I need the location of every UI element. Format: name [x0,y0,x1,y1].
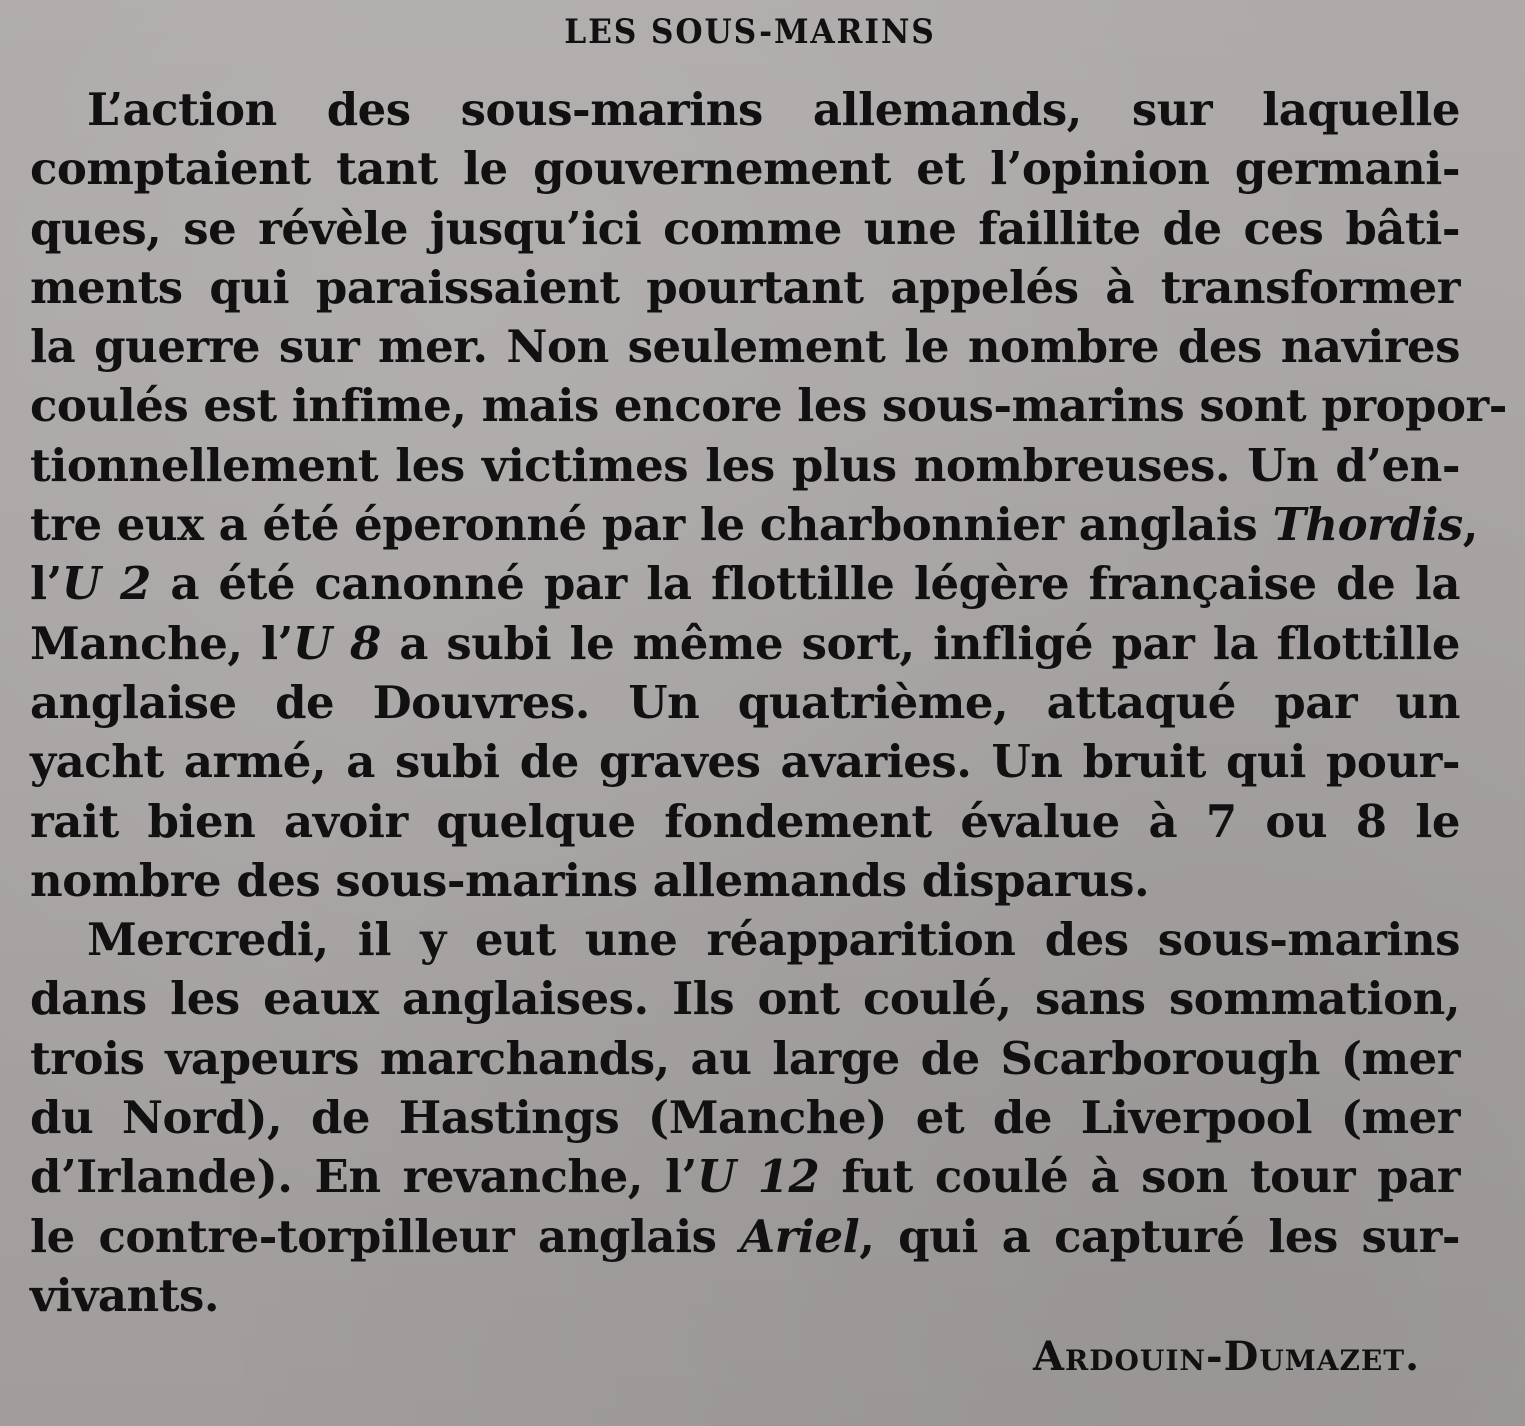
text-line: tre eux a été éperonné par le charbonnier anglais Thordis, [30,498,1478,552]
paragraph-2 [30,910,1460,1325]
text-line: du Nord), de Hastings (Manche) et de Liverpool (mer [30,1091,1460,1145]
text-line: coulés est infime, mais encore les sous-marins sont propor- [30,379,1507,433]
text-line: nombre des sous-marins allemands disparus. [30,853,1150,907]
running-head: LES SOUS-MARINS [564,12,936,52]
text-line: dans les eaux anglaises. Ils ont coulé, sans sommation, [30,972,1460,1026]
article-body [30,80,1507,1325]
text-line: l’U 2 a été canonné par la flottille légère française de la [30,557,1460,611]
text-line: vivants. [30,1268,220,1322]
text-line: Mercredi, il y eut une réapparition des sous-marins [87,913,1460,967]
text-line: ques, se révèle jusqu’ici comme une faillite de ces bâti- [30,201,1460,255]
text-line: Manche, l’U 8 a subi le même sort, infligé par la flottille [30,616,1460,670]
text-line: le contre-torpilleur anglais Ariel, qui a capturé les sur- [30,1209,1460,1263]
text-line: tionnellement les victimes les plus nombreuses. Un d’en- [30,438,1460,492]
text-line: ments qui paraissaient pourtant appelés à transformer [30,260,1460,314]
text-line: yacht armé, a subi de graves avaries. Un bruit qui pour- [30,735,1460,789]
text-line: anglaise de Douvres. Un quatrième, attaqué par un [30,675,1460,729]
italic-term: Ariel [740,1209,860,1263]
text-line: la guerre sur mer. Non seulement le nombre des navires [30,320,1460,374]
author-signature: Ardouin-Dumazet. [1032,1333,1420,1380]
paragraph-1 [30,80,1507,910]
text-line: L’action des sous-marins allemands, sur laquelle [87,83,1460,136]
italic-term: U 8 [292,616,381,670]
text-line: d’Irlande). En revanche, l’U 12 fut coulé à son tour par [30,1150,1460,1204]
text-line: rait bien avoir quelque fondement évalue à 7 ou 8 le [30,794,1460,848]
italic-term: U 2 [61,557,151,611]
italic-term: Thordis [1272,498,1463,552]
text-line: comptaient tant le gouvernement et l’opinion germani- [30,142,1460,196]
italic-term: U 12 [696,1150,820,1204]
text-line: trois vapeurs marchands, au large de Scarborough (mer [30,1031,1460,1085]
